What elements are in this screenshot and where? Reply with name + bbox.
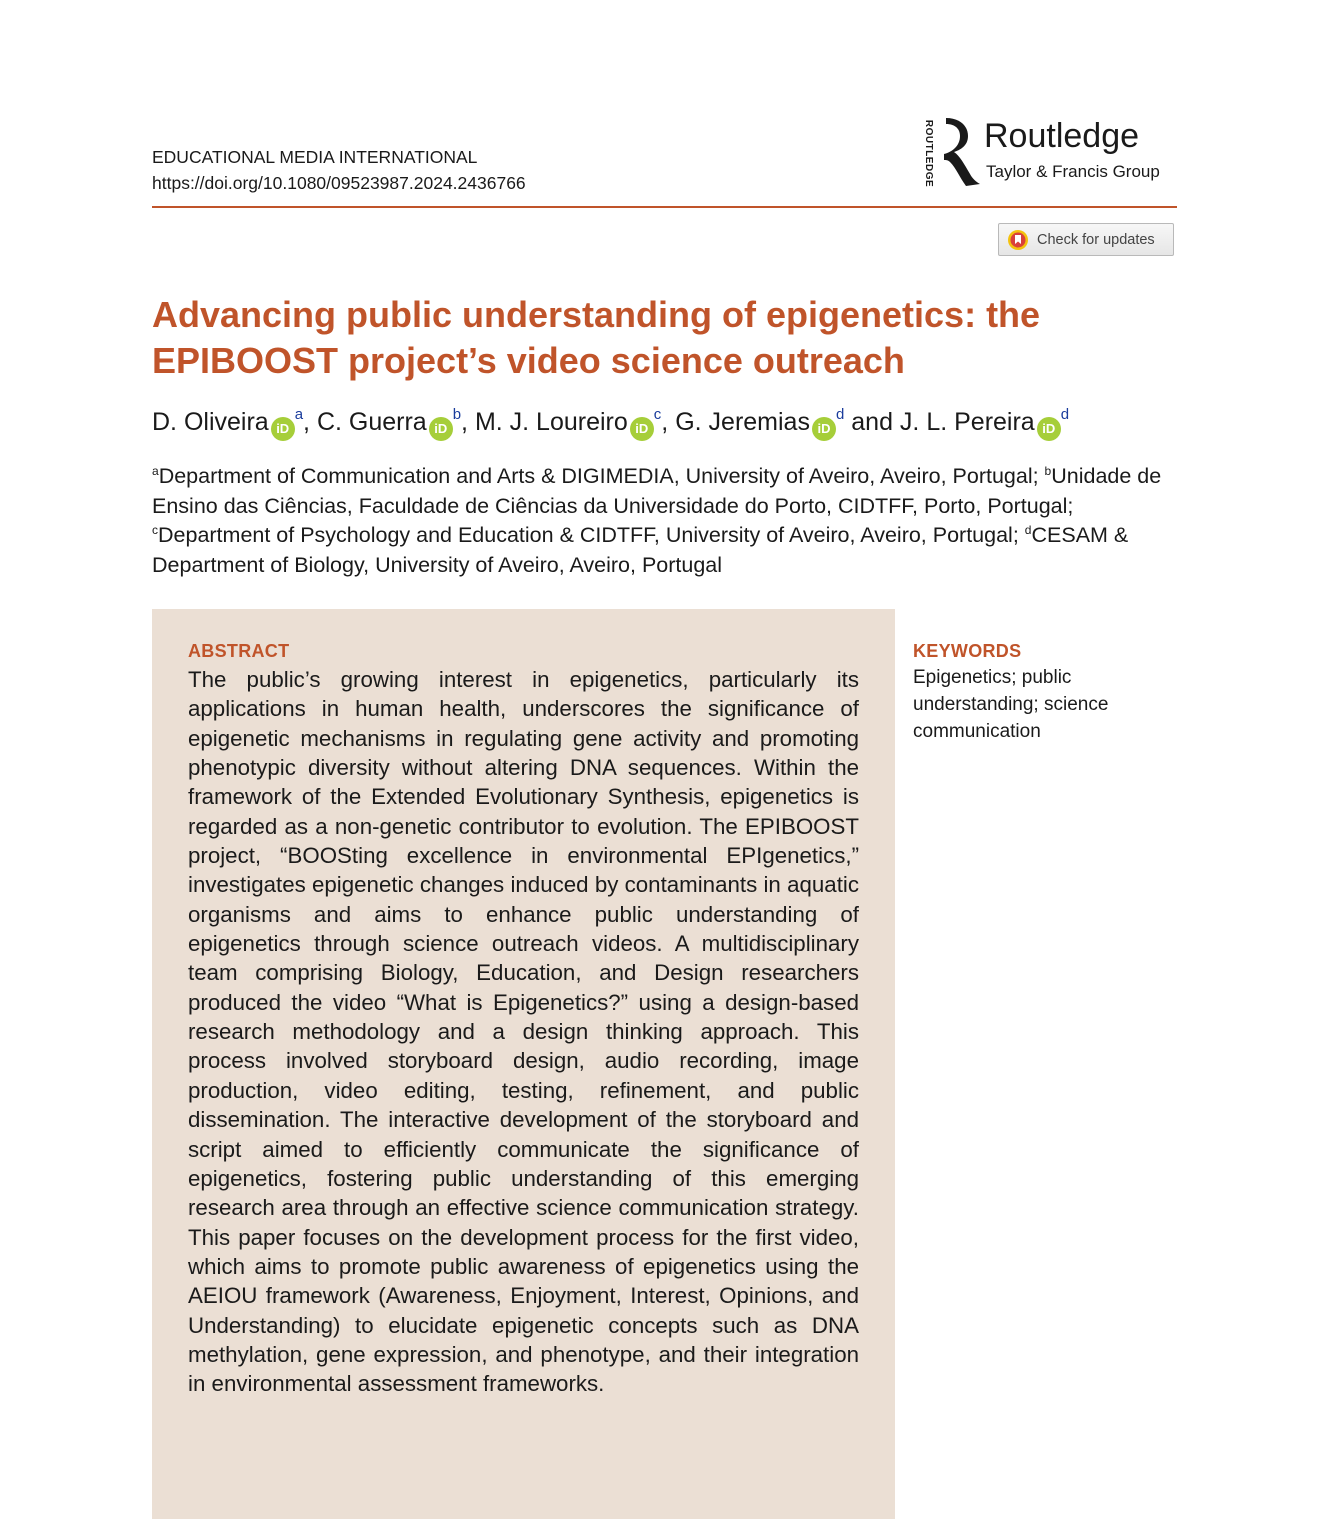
header-divider: [152, 206, 1177, 208]
check-for-updates-button[interactable]: [998, 223, 1174, 256]
author-list: [152, 402, 1202, 442]
keywords-heading: KEYWORDS: [913, 641, 1022, 661]
author-separator: ,: [461, 408, 475, 436]
doi-link[interactable]: https://doi.org/10.1080/09523987.2024.2436766: [152, 173, 526, 193]
author-separator: ,: [661, 408, 676, 436]
author-name[interactable]: D. Oliveira: [152, 408, 269, 436]
author-affiliation-sup[interactable]: c: [653, 406, 662, 423]
affiliation-sup: b: [1044, 464, 1052, 478]
affiliation-sup: d: [1024, 523, 1032, 537]
author-name[interactable]: M. J. Loureiro: [474, 408, 628, 436]
orcid-icon[interactable]: iD: [1037, 417, 1061, 441]
author-name[interactable]: C. Guerra: [316, 408, 427, 436]
logo-vertical-text: ROUTLEDGE: [923, 119, 935, 187]
affiliation-sup: a: [152, 464, 159, 478]
abstract-heading: ABSTRACT: [188, 641, 290, 661]
author-name[interactable]: J. L. Pereira: [899, 408, 1035, 436]
journal-name: EDUCATIONAL MEDIA INTERNATIONAL: [152, 147, 478, 167]
author-separator: ,: [303, 408, 317, 436]
author-affiliation-sup[interactable]: b: [452, 406, 462, 423]
routledge-mark-icon: [938, 116, 980, 188]
affiliations: [152, 462, 1192, 580]
check-for-updates-label: Check for updates: [1037, 231, 1155, 248]
orcid-icon[interactable]: iD: [429, 417, 453, 441]
author-affiliation-sup[interactable]: d: [1060, 406, 1070, 423]
publisher-group: Taylor & Francis Group: [986, 162, 1160, 181]
affiliation-sup: c: [152, 523, 158, 537]
affiliation-text: Department of Communication and Arts & DIGIMEDIA, University of Aveiro, Aveiro, Portugal;: [158, 464, 1045, 488]
author-name[interactable]: G. Jeremias: [675, 408, 810, 436]
orcid-icon[interactable]: iD: [812, 417, 836, 441]
orcid-icon[interactable]: iD: [271, 417, 295, 441]
author-affiliation-sup[interactable]: d: [835, 406, 845, 423]
orcid-icon[interactable]: iD: [630, 417, 654, 441]
author-affiliation-sup[interactable]: a: [294, 406, 304, 423]
abstract-text: The public’s growing interest in epigenetics, particularly its applications in human health, underscores the significance of epigenetic mechanisms in regulating gene activity and promoting phenotypic diversity without altering DNA sequences. Within the framework of the Extended Evolutionary Synthesis, epigenetics is regarded as a non-genetic contributor to evolution. The EPIBOOST project, “BOOSting excellence in environmental EPIgenetics,” investigates epigenetic changes induced by contaminants in aquatic organisms and aims to enhance public understanding of epigenetics through science outreach videos. A multidisciplinary team comprising Biology, Education, and Design researchers produced the video “What is Epigenetics?” using a design-based research methodology and a design thinking approach. This process involved storyboard design, audio recording, image production, video editing, testing, refinement, and public dissemination. The interactive development of the storyboard and script aimed to efficiently communicate the significance of epigenetics, fostering public understanding of this emerging research area through an effective science communication strategy. This paper focuses on the development process for the first video, which aims to promote public awareness of epigenetics using the AEIOU framework (Awareness, Enjoyment, Interest, Opinions, and Understanding) to elucidate epigenetic concepts such as DNA methylation, gene expression, and phenotype, and their integration in environmental assessment frameworks.: [188, 667, 859, 1397]
journal-header: [152, 144, 526, 196]
publisher-logo: [920, 112, 1182, 192]
keywords-text: Epigenetics; public understanding; science communication: [913, 667, 1109, 742]
affiliation-text: Department of Psychology and Education & CIDTFF, University of Aveiro, Aveiro, Portugal;: [158, 523, 1025, 547]
affiliation-text: Unidade de Ensino das Ciências, Faculdade de Ciências da Universidade do Porto, CIDTFF, Porto, Portugal;: [152, 464, 1162, 518]
crossmark-icon: [1007, 229, 1029, 251]
author-separator: and: [844, 408, 900, 436]
affiliation-text: CESAM & Department of Biology, University of Aveiro, Aveiro, Portugal: [152, 523, 1129, 577]
article-title: Advancing public understanding of epigenetics: the EPIBOOST project’s video science outreach: [152, 294, 1041, 381]
publisher-name: Routledge: [984, 117, 1140, 155]
